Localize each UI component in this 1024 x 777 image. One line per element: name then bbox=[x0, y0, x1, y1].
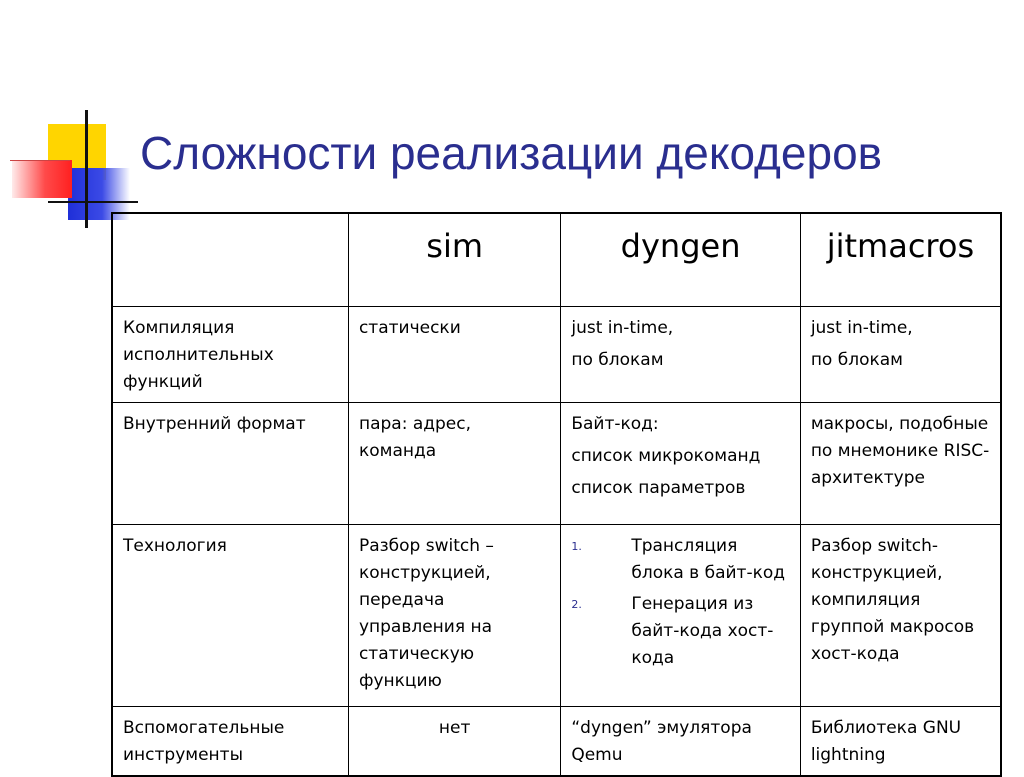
list-text: Трансляция блока в байт-код bbox=[631, 536, 786, 583]
sim-cell: пара: адрес, команда bbox=[348, 403, 560, 525]
row-label-cell: Технология bbox=[112, 525, 348, 707]
list-text: Генерация из байт-кода хост-кода bbox=[631, 594, 774, 668]
jitmacros-cell: Разбор switch-конструкцией, компиляция группой макросов хост-кода bbox=[800, 525, 1001, 707]
table-row bbox=[112, 403, 1001, 525]
cell-line: по блокам bbox=[810, 350, 903, 370]
list-number: 2. bbox=[571, 598, 582, 611]
header-cell-sim: sim bbox=[348, 213, 560, 307]
red-line-shape bbox=[10, 160, 70, 161]
corner-ornament bbox=[0, 0, 140, 240]
header-cell-empty bbox=[112, 213, 348, 307]
table-row bbox=[112, 707, 1001, 777]
list-item bbox=[571, 533, 789, 587]
red-square-shape bbox=[12, 160, 72, 198]
sim-cell: Разбор switch – конструкцией, передача управления на статическую функцию bbox=[348, 525, 560, 707]
numbered-list bbox=[571, 533, 789, 672]
jitmacros-cell bbox=[800, 307, 1001, 403]
dyngen-cell bbox=[561, 403, 800, 525]
vertical-line-shape bbox=[85, 110, 88, 228]
table-header-row bbox=[112, 213, 1001, 307]
header-cell-dyngen: dyngen bbox=[561, 213, 800, 307]
cell-line: Байт-код: bbox=[571, 414, 659, 434]
cell-line: just in-time, bbox=[810, 318, 913, 338]
jitmacros-cell: макросы, подобные по мнемонике RISC-архитектуре bbox=[800, 403, 1001, 525]
comparison-table bbox=[111, 212, 1002, 777]
dyngen-cell bbox=[561, 525, 800, 707]
row-label-cell: Внутренний формат bbox=[112, 403, 348, 525]
header-cell-jitmacros: jitmacros bbox=[800, 213, 1001, 307]
list-number: 1. bbox=[571, 540, 582, 553]
list-item bbox=[571, 591, 789, 672]
row-label-cell: Вспомогательные инструменты bbox=[112, 707, 348, 777]
dyngen-cell: “dyngen” эмулятора Qemu bbox=[561, 707, 800, 777]
sim-cell: статически bbox=[348, 307, 560, 403]
row-label-cell: Компиляция исполнительных функций bbox=[112, 307, 348, 403]
slide-title: Сложности реализации декодеров bbox=[140, 127, 883, 179]
dyngen-cell bbox=[561, 307, 800, 403]
horizontal-line-shape bbox=[48, 201, 138, 203]
sim-cell: нет bbox=[348, 707, 560, 777]
cell-line: just in-time, bbox=[571, 318, 674, 338]
cell-line: список микрокоманд bbox=[571, 446, 761, 466]
table-row bbox=[112, 307, 1001, 403]
table-row bbox=[112, 525, 1001, 707]
cell-line: по блокам bbox=[571, 350, 664, 370]
cell-line: список параметров bbox=[571, 478, 746, 498]
jitmacros-cell: Библиотека GNU lightning bbox=[800, 707, 1001, 777]
